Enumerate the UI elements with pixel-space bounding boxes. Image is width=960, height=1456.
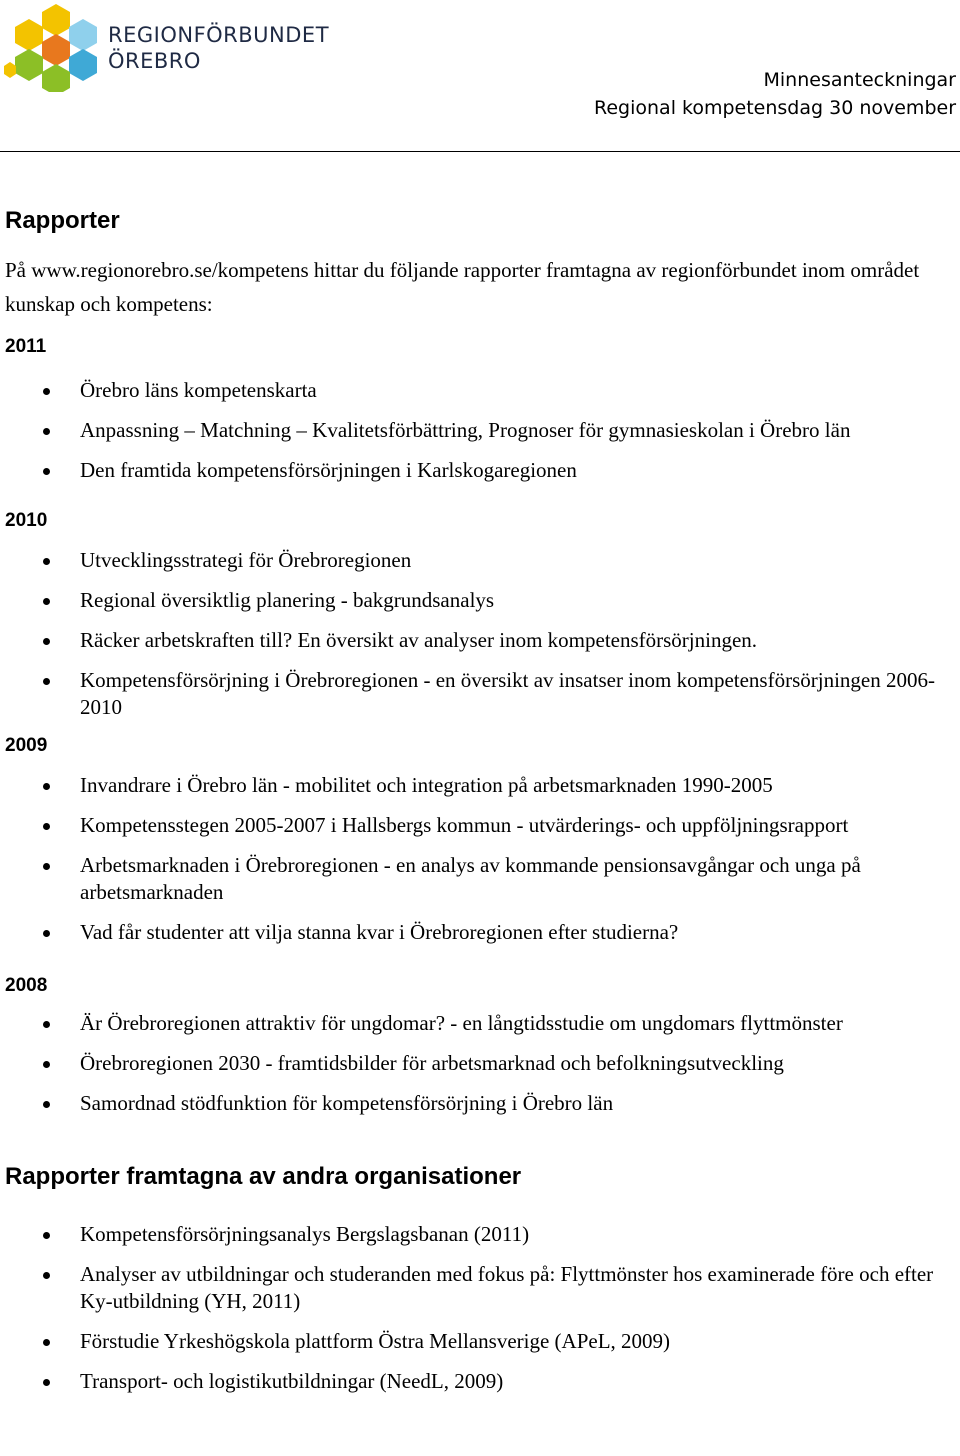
list-item: Den framtida kompetensförsörjningen i Karlskogaregionen xyxy=(5,457,955,484)
list-item: Förstudie Yrkeshögskola plattform Östra Mellansverige (APeL, 2009) xyxy=(5,1328,955,1355)
logo-line-2: ÖREBRO xyxy=(108,49,201,73)
document-body xyxy=(5,205,955,1408)
other-reports-list xyxy=(5,1221,955,1395)
report-list-2009 xyxy=(5,772,955,946)
report-list-2011 xyxy=(5,377,955,484)
list-item: Vad får studenter att vilja stanna kvar i Örebroregionen efter studierna? xyxy=(5,919,955,946)
intro-paragraph: På www.regionorebro.se/kompetens hittar du följande rapporter framtagna av regionförbundet inom området kunskap och kompetens: xyxy=(5,258,920,316)
doc-type: Minnesanteckningar xyxy=(763,69,956,91)
list-item: Analyser av utbildningar och studeranden med fokus på: Flyttmönster hos examinerade före och efter Ky-utbildning (YH, 2011) xyxy=(5,1261,955,1315)
list-item: Räcker arbetskraften till? En översikt av analyser inom kompetensförsörjningen. xyxy=(5,627,955,654)
header-divider xyxy=(0,151,960,152)
year-heading: 2008 xyxy=(5,975,48,996)
list-item: Transport- och logistikutbildningar (NeedL, 2009) xyxy=(5,1368,955,1395)
list-item: Invandrare i Örebro län - mobilitet och integration på arbetsmarknaden 1990-2005 xyxy=(5,772,955,799)
section-title: Rapporter xyxy=(5,207,120,234)
year-heading: 2009 xyxy=(5,735,48,756)
list-item: Arbetsmarknaden i Örebroregionen - en analys av kommande pensionsavgångar och unga på arbetsmarknaden xyxy=(5,852,955,906)
year-heading: 2011 xyxy=(5,336,47,357)
list-item: Örebro läns kompetenskarta xyxy=(5,377,955,404)
report-list-2008 xyxy=(5,1010,955,1117)
list-item: Regional översiktlig planering - bakgrundsanalys xyxy=(5,587,955,614)
list-item: Samordnad stödfunktion för kompetensförsörjning i Örebro län xyxy=(5,1090,955,1117)
document-header xyxy=(594,66,956,122)
year-heading: 2010 xyxy=(5,510,48,531)
logo-line-1: REGIONFÖRBUNDET xyxy=(108,23,330,47)
list-item: Utvecklingsstrategi för Örebroregionen xyxy=(5,547,955,574)
list-item: Anpassning – Matchning – Kvalitetsförbättring, Prognoser för gymnasieskolan i Örebro län xyxy=(5,417,955,444)
logo-wordmark xyxy=(108,22,329,74)
list-item: Kompetensförsörjning i Örebroregionen - en översikt av insatser inom kompetensförsörjningen 2006-2010 xyxy=(5,667,955,721)
report-list-2010 xyxy=(5,547,955,721)
list-item: Kompetensförsörjningsanalys Bergslagsbanan (2011) xyxy=(5,1221,955,1248)
list-item: Kompetensstegen 2005-2007 i Hallsbergs kommun - utvärderings- och uppföljningsrapport xyxy=(5,812,955,839)
event-title: Regional kompetensdag 30 november xyxy=(594,97,956,119)
hexagon-cluster-icon xyxy=(4,4,97,92)
list-item: Är Örebroregionen attraktiv för ungdomar? - en långtidsstudie om ungdomars flyttmönster xyxy=(5,1010,955,1037)
section-title: Rapporter framtagna av andra organisationer xyxy=(5,1163,522,1190)
list-item: Örebroregionen 2030 - framtidsbilder för arbetsmarknad och befolkningsutveckling xyxy=(5,1050,955,1077)
